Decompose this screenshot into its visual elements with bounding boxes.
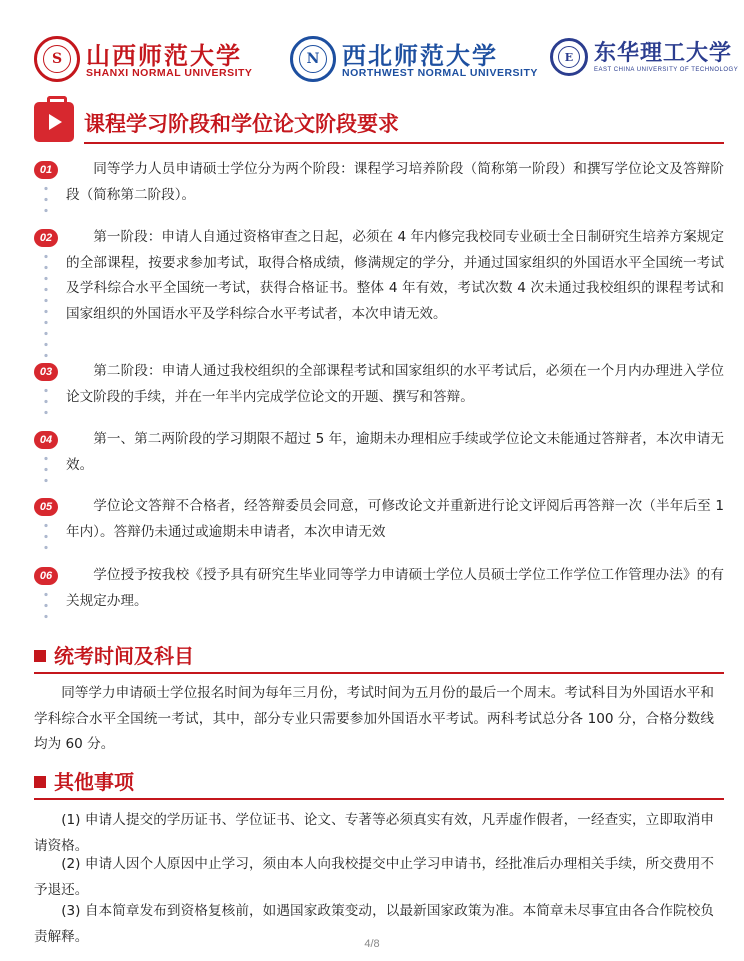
page-number: 4/8 bbox=[364, 938, 380, 950]
section-title: 课程学习阶段和学位论文阶段要求 bbox=[84, 112, 399, 136]
section-title: 其他事项 bbox=[54, 770, 134, 794]
university-logos bbox=[0, 34, 744, 90]
logo-northwest-normal bbox=[290, 34, 538, 90]
other-matter-paragraph: (2) 申请人因个人原因中止学习，须由本人向我校提交中止学习申请书，经批准后办理相关手续，所交费用不予退还。 bbox=[34, 856, 714, 898]
shanxi-seal-icon: S bbox=[34, 36, 80, 82]
item-number-badge: 05 bbox=[34, 498, 58, 516]
other-matter-paragraph: (1) 申请人提交的学历证书、学位证书、论文、专著等必须真实有效，凡弄虚作假者，一经查实，立即取消申请资格。 bbox=[34, 812, 714, 854]
dotted-connector bbox=[44, 589, 48, 619]
item-number-badge: 06 bbox=[34, 567, 58, 585]
logo-cn-name: 山西师范大学 bbox=[86, 41, 242, 70]
section-underline bbox=[84, 142, 724, 144]
section-header-course-stages bbox=[34, 102, 724, 146]
section-header-other-matters bbox=[34, 766, 724, 802]
item-number-badge: 02 bbox=[34, 229, 58, 247]
item-number-badge: 01 bbox=[34, 161, 58, 179]
item-text: 学位授予按我校《授予具有研究生毕业同等学力申请硕士学位人员硕士学位工作学位工作管理办法》的有关规定办理。 bbox=[66, 567, 724, 609]
logo-cn-name: 东华理工大学 bbox=[594, 40, 733, 66]
logo-en-name: NORTHWEST NORMAL UNIVERSITY bbox=[342, 67, 538, 79]
logo-shanxi-normal bbox=[34, 34, 254, 90]
dotted-connector bbox=[44, 183, 48, 213]
exam-schedule-text: 同等学力申请硕士学位报名时间为每年三月份，考试时间为五月份的最后一个周末。考试科目为外国语水平和学科综合水平全国统一考试，其中，部分专业只需要参加外国语水平考试。两科考试总分各 100 分，合格分数线均为 60 分。 bbox=[34, 685, 714, 752]
item-text: 第二阶段：申请人通过我校组织的全部课程考试和国家组织的水平考试后，必须在一个月内办理进入学位论文阶段的手续，并在一年半内完成学位论文的开题、撰写和答辩。 bbox=[66, 363, 724, 405]
dotted-connector bbox=[44, 251, 48, 363]
section-underline bbox=[34, 672, 724, 674]
other-matter-paragraph: (3) 自本简章发布到资格复核前，如遇国家政策变动，以最新国家政策为准。本简章未尽事宜由各合作院校负责解释。 bbox=[34, 903, 714, 945]
dotted-connector bbox=[44, 385, 48, 415]
item-number-badge: 04 bbox=[34, 431, 58, 449]
northwest-seal-icon: N bbox=[290, 36, 336, 82]
square-bullet-icon bbox=[34, 776, 46, 788]
dotted-connector bbox=[44, 520, 48, 550]
logo-east-china-tech bbox=[550, 34, 739, 90]
item-text: 同等学力人员申请硕士学位分为两个阶段：课程学习培养阶段（简称第一阶段）和撰写学位论文及答辩阶段（简称第二阶段）。 bbox=[66, 161, 724, 203]
square-bullet-icon bbox=[34, 650, 46, 662]
section-underline bbox=[34, 798, 724, 800]
briefcase-play-icon bbox=[34, 102, 74, 142]
item-text: 第一阶段：申请人自通过资格审查之日起，必须在 4 年内修完我校同专业硕士全日制研究生培养方案规定的全部课程，按要求参加考试，取得合格成绩，修满规定的学分，并通过国家组织的外国语水平全国统一考试及学科综合水平全国统一考试，获得合格证书。整体 4 年有效，考试次数 4 次未通过我校组织的课程考试和国家组织的外国语水平及学科综合水平考试者，本次申请无效。 bbox=[66, 229, 724, 322]
logo-en-name: SHANXI NORMAL UNIVERSITY bbox=[86, 67, 253, 79]
item-number-badge: 03 bbox=[34, 363, 58, 381]
item-text: 第一、第二两阶段的学习期限不超过 5 年，逾期未办理相应手续或学位论文未能通过答辩者，本次申请无效。 bbox=[66, 431, 724, 473]
logo-cn-name: 西北师范大学 bbox=[342, 41, 498, 70]
section-header-exam-schedule bbox=[34, 640, 724, 676]
section-title: 统考时间及科目 bbox=[54, 644, 194, 668]
dotted-connector bbox=[44, 453, 48, 483]
east-china-seal-icon: E bbox=[550, 38, 588, 76]
item-text: 学位论文答辩不合格者，经答辩委员会同意，可修改论文并重新进行论文评阅后再答辩一次（半年后至 1 年内）。答辩仍未通过或逾期未申请者，本次申请无效 bbox=[66, 498, 724, 540]
logo-en-name: EAST CHINA UNIVERSITY OF TECHNOLOGY bbox=[594, 67, 739, 73]
